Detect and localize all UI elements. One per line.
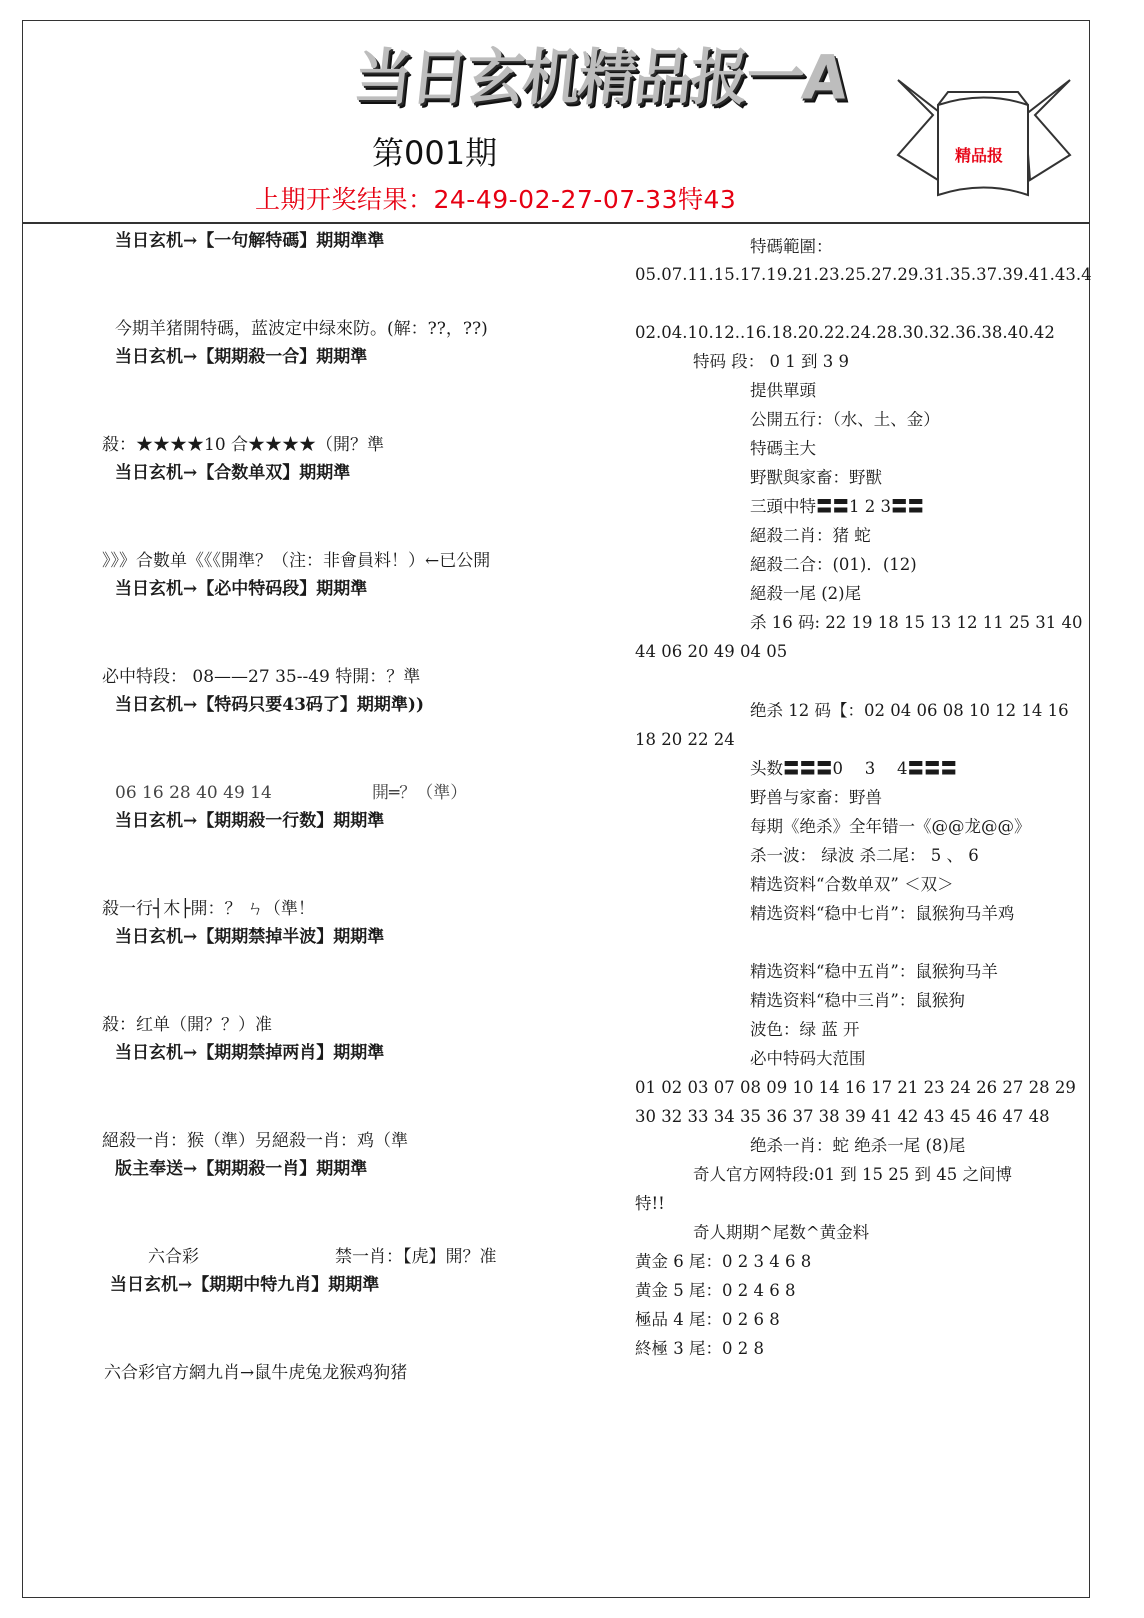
right-text: 波色：绿 蓝 开 bbox=[750, 1020, 860, 1039]
right-text: 44 06 20 49 04 05 bbox=[635, 642, 788, 661]
section-heading: 当日玄机→【期期殺一行数】期期準 bbox=[115, 811, 385, 831]
section-heading: 当日玄机→【期期殺一合】期期準 bbox=[115, 347, 368, 367]
section-body: 六合彩 bbox=[148, 1247, 199, 1267]
last-draw-result: 上期开奖结果：24-49-02-27-07-33特43 bbox=[255, 185, 737, 214]
right-text: 精选资料“合数单双” ＜双＞ bbox=[750, 875, 954, 894]
section-body: 絕殺一肖：猴（準）另絕殺一肖：鸡（準 bbox=[102, 1131, 408, 1151]
right-text: 野獸與家畜：野獸 bbox=[750, 468, 882, 487]
right-text: 絕殺二肖：猪 蛇 bbox=[750, 526, 871, 545]
right-text: 绝杀一肖：蛇 绝杀一尾 (8)尾 bbox=[750, 1136, 966, 1155]
right-text: 05.07.11.15.17.19.21.23.25.27.29.31.35.37.39.41.43.4 bbox=[635, 265, 1092, 284]
header-divider bbox=[22, 222, 1090, 224]
right-text: 提供單頭 bbox=[750, 381, 816, 400]
right-text: 奇人官方网特段:01 到 15 25 到 45 之间博 bbox=[693, 1165, 1013, 1184]
right-text: 02.04.10.12..16.18.20.22.24.28.30.32.36.38.40.42 bbox=[635, 323, 1055, 342]
section-heading: 当日玄机→【期期中特九肖】期期準 bbox=[110, 1275, 380, 1295]
right-text: 必中特码大范围 bbox=[750, 1049, 866, 1068]
section-body: 必中特段： 08——27 35--49 特開：？準 bbox=[102, 667, 421, 687]
right-text: 每期《绝杀》全年错一《@@龙@@》 bbox=[750, 817, 1031, 836]
section-body: 禁一肖：【虎】開？准 bbox=[335, 1247, 497, 1267]
right-text: 30 32 33 34 35 36 37 38 39 41 42 43 45 46 47 48 bbox=[635, 1107, 1050, 1126]
section-body: 殺：★★★★10 合★★★★（開？準 bbox=[102, 435, 385, 455]
right-text: 特碼範圍： bbox=[750, 237, 833, 256]
right-text: 終極 3 尾：0 2 8 bbox=[635, 1339, 764, 1358]
right-text: 头数〓〓〓0 3 4〓〓〓 bbox=[750, 759, 957, 778]
right-text: 極品 4 尾：0 2 6 8 bbox=[635, 1310, 780, 1329]
right-text: 絕殺一尾 (2)尾 bbox=[750, 584, 862, 603]
section-heading: 当日玄机→【必中特码段】期期準 bbox=[115, 579, 368, 599]
footer-text: 六合彩官方網九肖→鼠牛虎兔龙猴鸡狗猪 bbox=[104, 1363, 408, 1383]
right-text: 01 02 03 07 08 09 10 14 16 17 21 23 24 26 27 28 29 bbox=[635, 1078, 1076, 1097]
right-text: 絕殺二合：(01)．(12) bbox=[750, 555, 917, 574]
right-text: 18 20 22 24 bbox=[635, 730, 735, 749]
right-text: 特!! bbox=[635, 1194, 665, 1213]
right-text: 绝杀 12 码【：02 04 06 08 10 12 14 16 bbox=[750, 701, 1069, 720]
section-heading: 当日玄机→【特码只要43码了】期期準)) bbox=[115, 695, 424, 715]
section-body: 今期羊猪開特碼，蓝波定中绿來防。(解：??，??) bbox=[115, 319, 488, 339]
right-text: 公開五行：（水、土、金） bbox=[750, 410, 940, 429]
right-text: 黄金 6 尾：0 2 3 4 6 8 bbox=[635, 1252, 812, 1271]
page-title: 当日玄机精品报一A bbox=[350, 41, 850, 113]
right-text: 黄金 5 尾：0 2 4 6 8 bbox=[635, 1281, 796, 1300]
section-body: 殺：红单（開？？）准 bbox=[102, 1015, 272, 1035]
badge-label: 精品报 bbox=[955, 146, 1004, 165]
section-body: 殺一行┤木├開：？ ㄣ（準！ bbox=[102, 899, 315, 919]
right-text: 野兽与家畜：野兽 bbox=[750, 788, 882, 807]
right-text: 奇人期期^尾数^黄金料 bbox=[693, 1223, 870, 1242]
section-body: 06 16 28 40 49 14 bbox=[115, 783, 272, 803]
issue-number: 第001期 bbox=[372, 134, 498, 172]
section-heading: 当日玄机→【期期禁掉半波】期期準 bbox=[115, 927, 385, 947]
section-heading: 当日玄机→【合数单双】期期準 bbox=[115, 463, 351, 483]
section-heading: 版主奉送→【期期殺一肖】期期準 bbox=[115, 1159, 368, 1179]
right-text: 杀一波： 绿波 杀二尾： 5 、 6 bbox=[750, 846, 979, 865]
section-heading: 当日玄机→【一句解特碼】期期準準 bbox=[115, 231, 385, 251]
right-text: 杀 16 码: 22 19 18 15 13 12 11 25 31 40 bbox=[750, 613, 1083, 632]
right-text: 精选资料“稳中七肖”：鼠猴狗马羊鸡 bbox=[750, 904, 1015, 923]
right-text: 精选资料“稳中五肖”：鼠猴狗马羊 bbox=[750, 962, 998, 981]
section-body: 》》》合數单《《《開準？（注：非會員料！）←已公開 bbox=[102, 551, 491, 571]
section-heading: 当日玄机→【期期禁掉两肖】期期準 bbox=[115, 1043, 385, 1063]
right-text: 特碼主大 bbox=[750, 439, 816, 458]
right-text: 特码 段： 0 1 到 3 9 bbox=[693, 352, 849, 371]
right-text: 精选资料“稳中三肖”：鼠猴狗 bbox=[750, 991, 965, 1010]
section-body-open: 開═？（準） bbox=[372, 783, 468, 803]
right-text: 三頭中特〓〓1 2 3〓〓 bbox=[750, 497, 924, 516]
scroll-banner-icon bbox=[888, 70, 1080, 210]
